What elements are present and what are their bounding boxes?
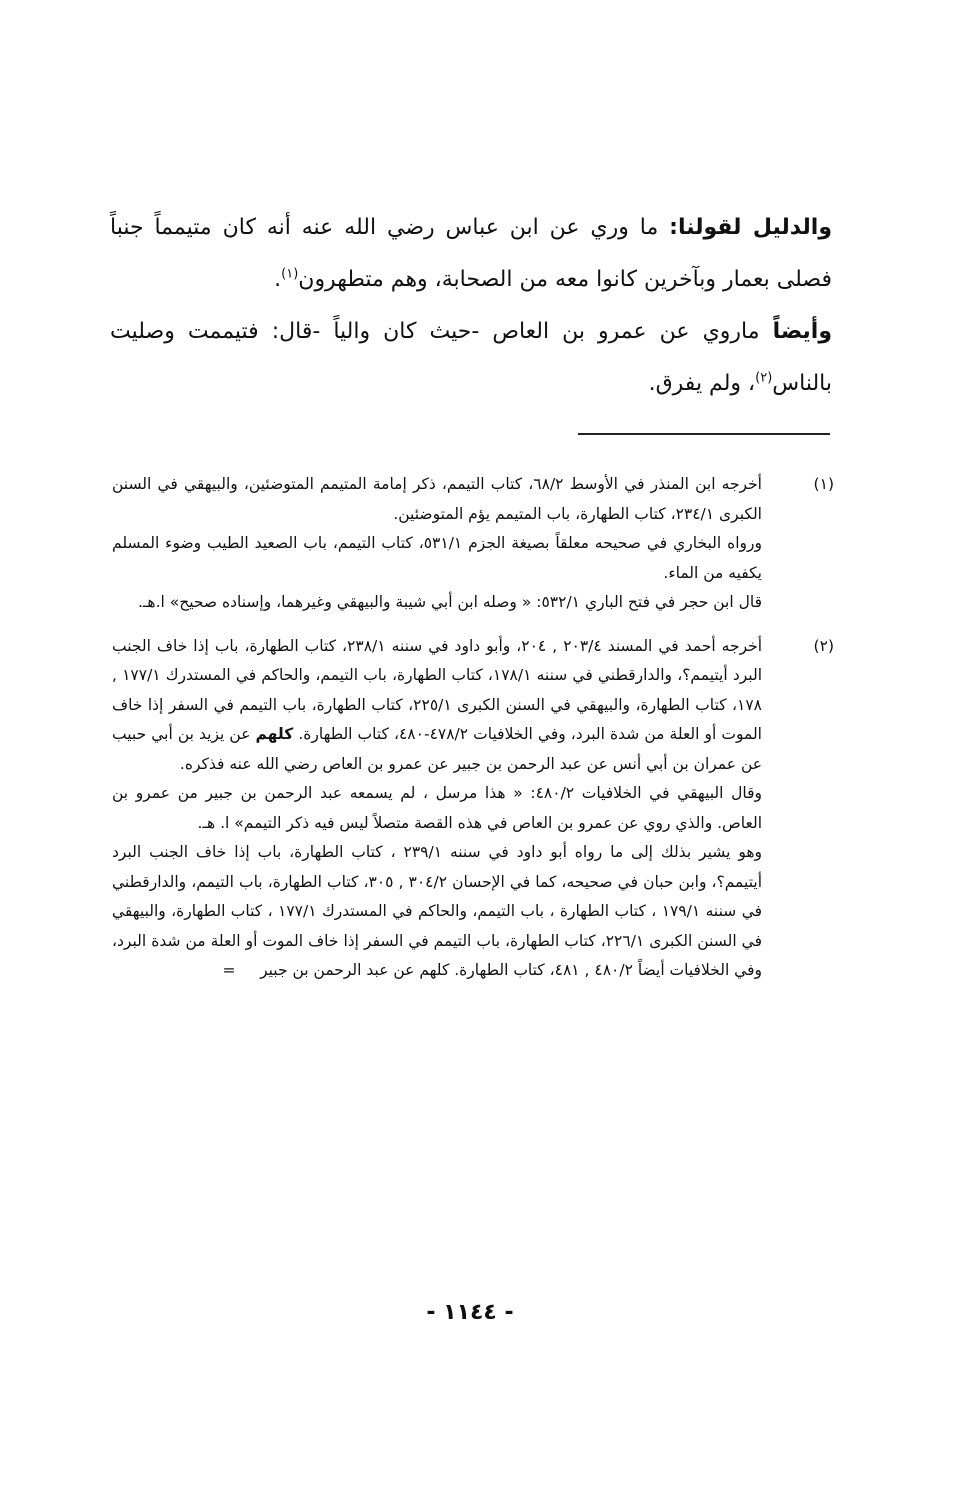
footnote-paragraph [112, 838, 762, 986]
paragraph-end: ، ولم يفرق. [648, 371, 756, 396]
footnotes [112, 470, 834, 986]
footnote-paragraph [112, 632, 762, 780]
footnote-reference: (١) [281, 266, 299, 282]
footnote-2 [112, 632, 834, 986]
main-paragraph-2 [110, 306, 832, 410]
footnote-paragraph: وقال البيهقي في الخلافيات ٤٨٠/٢: « هذا مرسل ، لم يسمعه عبد الرحمن بن جبير من عمرو بن العاص. والذي روي عن عمرو بن العاص في هذه القصة متصلاً ليس فيه ذكر التيمم» ا. هـ. [112, 784, 763, 832]
footnote-text: أخرجه أحمد في المسند ٢٠٣/٤ , ٢٠٤، وأبو داود في سننه ٢٣٨/١، كتاب الطهارة، باب إذا خاف الجنب البرد أيتيمم؟، والدارقطني في سننه ١٧٨/١، كتاب الطهارة، باب التيمم، والحاكم في المستدرك ١٧٧/١ , ١٧٨، كتاب الطهارة، والبيهقي في السنن الكبرى ٢٢٥/١، كتاب الطهارة، باب التيمم في السفر إذا خاف الموت أو العلة من شدة البرد، وفي الخلافيات ٤٧٨/٢-٤٨٠، كتاب الطهارة. [112, 636, 763, 743]
footnote-1 [112, 470, 834, 618]
footnote-reference: (٢) [755, 370, 773, 386]
footnote-keyword: كلهم [255, 725, 294, 743]
main-text [110, 202, 832, 410]
footnote-text: عن يزيد بن أبي حبيب عن عمران بن أبي أنس عن عبد الرحمن بن جبير عن عمرو بن العاص رضي الله عنه فذكره. [112, 725, 762, 773]
footnote-paragraph: قال ابن حجر في فتح الباري ٥٣٢/١: « وصله ابن أبي شيبة والبيهقي وغيرهما، وإسناده صحيح» ا.هـ. [137, 593, 762, 611]
footnote-number: (١) [813, 475, 834, 493]
footnote-text: وهو يشير بذلك إلى ما رواه أبو داود في سننه ٢٣٩/١ ، كتاب الطهارة، باب إذا خاف الجنب البرد أيتيمم؟، وابن حبان في صحيحه، كما في الإحسان ٣٠٤/٢ , ٣٠٥، كتاب الطهارة، باب التيمم، والدارقطني في سننه ١٧٩/١ ، كتاب الطهارة ، باب التيمم، والحاكم في المستدرك ١٧٧/١ ، كتاب الطهارة، والبيهقي في السنن الكبرى ٢٢٦/١، كتاب الطهارة، باب التيمم في السفر إذا خاف الموت أو العلة من شدة البرد، وفي الخلافيات أيضاً ٤٨٠/٢ , ٤٨١، كتاب الطهارة. كلهم عن عبد الرحمن بن جبير [112, 843, 763, 979]
footnote-paragraph: أخرجه ابن المنذر في الأوسط ٦٨/٢، كتاب التيمم، ذكر إمامة المتيمم المتوضئين، والبيهقي في السنن الكبرى ٢٣٤/١، كتاب الطهارة، باب المتيمم يؤم المتوضئين. [112, 475, 762, 523]
page-number: - ١١٤٤ - [426, 1300, 514, 1325]
footnote-number: (٢) [813, 636, 834, 655]
paragraph-lead: والدليل لقولنا: [669, 215, 832, 240]
footnote-paragraph: ورواه البخاري في صحيحه معلقاً بصيغة الجزم ٥٣١/١، كتاب التيمم، باب الصعيد الطيب وضوء المسلم يكفيه من الماء. [112, 534, 762, 582]
paragraph-lead: وأيضاً [772, 319, 832, 344]
paragraph-text: ماروي عن عمرو بن العاص -حيث كان والياً -قال: فتيممت وصليت بالناس [110, 319, 832, 396]
footnote-separator [578, 433, 830, 435]
paragraph-text: ما وري عن ابن عباس رضي الله عنه أنه كان متيمماً جنباً فصلى بعمار وبآخرين كانوا معه من الصحابة، وهم متطهرون [110, 215, 832, 292]
paragraph-end: . [274, 267, 282, 292]
continuation-mark: = [222, 961, 236, 979]
main-paragraph-1 [110, 202, 832, 306]
